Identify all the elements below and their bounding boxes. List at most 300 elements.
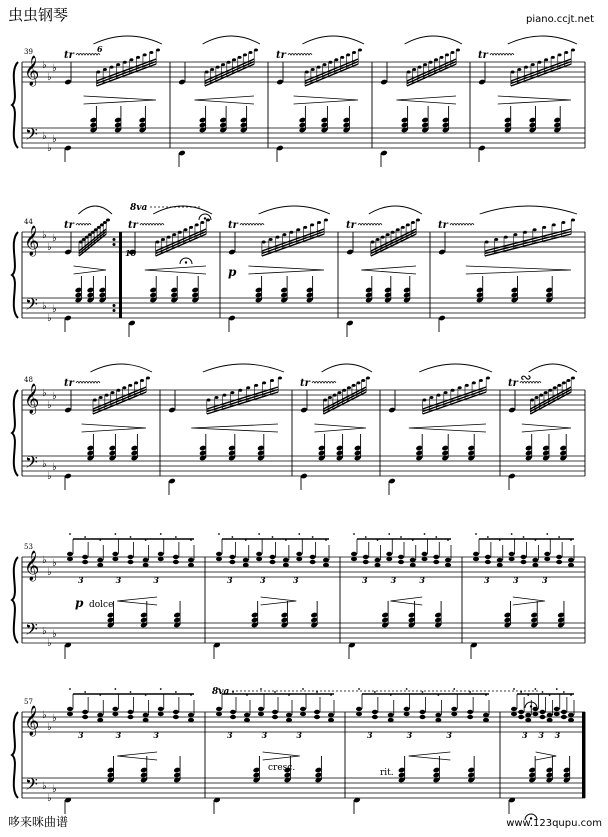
run-note <box>215 396 219 399</box>
run-note <box>317 66 321 69</box>
run-note <box>342 389 346 392</box>
staccato-dot <box>475 533 477 535</box>
decrescendo-hairpin <box>498 96 571 104</box>
triplet-number: 3 <box>115 575 122 585</box>
trill-mark: tr <box>64 50 74 61</box>
staccato-dot <box>298 533 300 535</box>
run-note <box>207 399 211 402</box>
run-note <box>347 386 351 389</box>
triplet-number: 3 <box>78 730 84 740</box>
beam <box>371 232 416 254</box>
run-note <box>172 233 176 236</box>
crescendo-hairpin <box>117 597 157 605</box>
flat-icon: ♭ <box>47 567 52 578</box>
note-head <box>328 713 334 717</box>
bass-clef-icon: 𝄢 <box>25 774 38 798</box>
note-head <box>128 555 134 559</box>
treble-clef-icon: 𝄞 <box>24 226 40 256</box>
staccato-dot <box>258 533 260 535</box>
trill-line <box>240 224 264 226</box>
decrescendo-hairpin <box>248 266 324 274</box>
note-head <box>525 718 531 722</box>
note-head <box>497 563 503 567</box>
note-head <box>568 713 574 717</box>
staccato-dot <box>175 691 177 693</box>
run-note <box>129 58 133 61</box>
note-head <box>112 707 118 711</box>
beam <box>305 62 358 84</box>
note-head <box>112 557 118 561</box>
run-note <box>412 68 416 71</box>
run-note <box>416 219 420 222</box>
markings <box>75 44 540 820</box>
flat-icon: ♭ <box>47 471 52 482</box>
flat-icon: ♭ <box>42 710 47 721</box>
flat-icon: ♭ <box>52 784 57 795</box>
beam <box>407 62 456 84</box>
repeat-dot <box>113 243 116 246</box>
trill-mark: tr <box>276 50 286 61</box>
run-note <box>200 221 204 224</box>
run-note <box>128 384 132 387</box>
run-note <box>557 384 561 387</box>
note-head <box>173 710 179 714</box>
note-head <box>568 558 574 562</box>
run-note <box>340 56 344 59</box>
run-note <box>361 379 365 382</box>
measure-number: 44 <box>24 218 33 226</box>
run-note <box>544 58 548 61</box>
slur <box>322 364 372 372</box>
run-note <box>323 399 327 402</box>
repeat-dot <box>113 304 116 307</box>
staccato-dot <box>365 536 367 538</box>
trill-mark: tr <box>64 378 74 389</box>
brace <box>12 557 18 643</box>
run-note <box>96 71 100 74</box>
decrescendo-hairpin <box>84 96 156 104</box>
trill-line <box>140 224 164 226</box>
trill-line <box>490 54 514 56</box>
note-head <box>556 555 562 559</box>
run-note <box>539 394 543 397</box>
flat-icon: ♭ <box>47 143 52 154</box>
slur <box>405 36 462 44</box>
note-head <box>398 555 404 559</box>
run-note <box>116 389 120 392</box>
staccato-dot <box>231 536 233 538</box>
run-note <box>305 71 309 74</box>
note-head <box>509 557 515 561</box>
note-head <box>521 555 527 559</box>
run-note <box>310 223 314 226</box>
flat-icon: ♭ <box>42 459 47 470</box>
run-note <box>479 379 483 382</box>
triplet-number: 3 <box>419 575 425 585</box>
site-url: piano.ccjt.net <box>526 14 594 25</box>
note-head <box>485 560 491 564</box>
run-note <box>537 61 541 64</box>
staccato-dot <box>435 536 437 538</box>
note-head <box>314 710 320 714</box>
crescendo-hairpin <box>117 752 157 760</box>
trill-line <box>288 54 312 56</box>
run-note <box>216 66 220 69</box>
run-note <box>513 233 517 236</box>
note-head <box>300 712 306 716</box>
run-note <box>456 49 460 52</box>
slur <box>93 36 162 44</box>
staccato-dot <box>114 688 116 690</box>
run-note <box>195 223 199 226</box>
note-head <box>67 707 73 711</box>
system-5 <box>12 688 585 814</box>
flat-icon: ♭ <box>52 304 57 315</box>
run-note <box>562 381 566 384</box>
trill-mark: tr <box>64 220 74 231</box>
run-note <box>451 51 455 54</box>
dolce-mark: dolce <box>89 600 114 610</box>
note-head <box>188 558 194 562</box>
note-head <box>188 563 194 567</box>
triplet-number: 3 <box>260 575 266 585</box>
note-head <box>422 552 428 556</box>
note-head <box>97 558 103 562</box>
note-head <box>270 555 276 559</box>
slur <box>203 36 260 44</box>
note-head <box>97 563 103 567</box>
note-head <box>328 718 334 722</box>
note-head <box>128 560 134 564</box>
slur <box>259 206 330 214</box>
run-note <box>246 386 250 389</box>
note-head <box>375 558 381 562</box>
note-head <box>300 707 306 711</box>
system-2 <box>12 206 585 337</box>
run-note <box>156 49 160 52</box>
run-note <box>437 394 441 397</box>
note-head <box>467 710 473 714</box>
slur <box>78 206 112 214</box>
beam <box>156 232 207 254</box>
flat-icon: ♭ <box>52 558 57 569</box>
note-head <box>158 712 164 716</box>
run-note <box>571 377 575 380</box>
note-head <box>518 710 524 714</box>
note-head <box>216 707 222 711</box>
note-head <box>451 707 457 711</box>
staccato-dot <box>218 533 220 535</box>
run-note <box>429 396 433 399</box>
cresc-mark: cresc. <box>268 763 296 773</box>
measure-number: 57 <box>24 698 33 706</box>
note-head <box>433 555 439 559</box>
beam <box>423 390 487 412</box>
note-head <box>97 713 103 717</box>
site-title: 虫虫钢琴 <box>8 6 69 24</box>
ottava-mark: 8va <box>212 687 230 697</box>
trill-mark: tr <box>128 220 138 231</box>
ottava-mark: 8va <box>130 203 148 213</box>
slur <box>529 364 577 372</box>
run-note <box>517 68 521 71</box>
run-note <box>282 233 286 236</box>
note-head <box>433 560 439 564</box>
note-head <box>143 563 149 567</box>
run-note <box>418 66 422 69</box>
run-note <box>511 71 515 74</box>
note-head <box>143 713 149 717</box>
staccato-dot <box>469 691 471 693</box>
note-head <box>97 718 103 722</box>
staccato-dot <box>232 691 234 693</box>
run-note <box>451 389 455 392</box>
note-head <box>272 715 278 719</box>
run-note <box>254 49 258 52</box>
run-note <box>146 377 150 380</box>
note-head <box>310 555 316 559</box>
note-head <box>256 557 262 561</box>
dynamic-piano: p <box>228 265 237 279</box>
note-head <box>518 715 524 719</box>
run-note <box>542 226 546 229</box>
run-note <box>571 219 575 222</box>
staccato-dot <box>69 533 71 535</box>
note-head <box>547 713 553 717</box>
bass-clef-icon: 𝄢 <box>25 294 38 318</box>
trill-line <box>312 382 336 384</box>
run-note <box>324 219 328 222</box>
note-head <box>388 713 394 717</box>
flat-icon: ♭ <box>52 629 57 640</box>
run-note <box>178 231 182 234</box>
note-head <box>256 552 262 556</box>
staccato-dot <box>175 536 177 538</box>
run-note <box>346 53 350 56</box>
note-head <box>532 558 538 562</box>
note-head <box>244 713 250 717</box>
note-head <box>158 707 164 711</box>
run-note <box>103 68 107 71</box>
note-head <box>561 715 567 719</box>
run-note <box>254 384 258 387</box>
run-note <box>407 71 411 74</box>
crescendo-hairpin <box>191 424 278 432</box>
note-head <box>404 712 410 716</box>
trill-mark: tr <box>438 220 448 231</box>
footer-url: www.123qupu.com <box>506 818 602 829</box>
run-note <box>111 391 115 394</box>
staccato-dot <box>84 536 86 538</box>
run-note <box>564 51 568 54</box>
note-head <box>112 552 118 556</box>
flat-icon: ♭ <box>47 638 52 649</box>
run-note <box>222 394 226 397</box>
run-note <box>334 58 338 61</box>
run-note <box>523 231 527 234</box>
run-note <box>465 384 469 387</box>
note-head <box>544 552 550 556</box>
triplet-number: 3 <box>367 730 373 740</box>
staccato-dot <box>316 691 318 693</box>
flat-icon: ♭ <box>47 793 52 804</box>
note-head <box>272 710 278 714</box>
run-note <box>411 221 415 224</box>
run-note <box>221 63 225 66</box>
run-note <box>184 228 188 231</box>
crescendo-hairpin <box>409 424 486 432</box>
note-head <box>258 712 264 716</box>
run-note <box>544 391 548 394</box>
note-head <box>483 718 489 722</box>
note-head <box>568 563 574 567</box>
run-note <box>558 53 562 56</box>
tuplet-number: 6 <box>97 44 103 54</box>
triplet-number: 3 <box>542 575 548 585</box>
slur <box>90 364 152 372</box>
run-note <box>122 386 126 389</box>
run-note <box>161 238 165 241</box>
note-head <box>143 718 149 722</box>
note-head <box>67 712 73 716</box>
run-note <box>269 238 273 241</box>
brace <box>12 232 18 318</box>
decrescendo-hairpin <box>261 597 297 605</box>
dynamic-piano: p <box>75 596 84 610</box>
note-head <box>467 715 473 719</box>
note-head <box>229 560 235 564</box>
note-head <box>173 715 179 719</box>
staccato-dot <box>358 688 360 690</box>
staccato-dot <box>406 688 408 690</box>
staccato-dot <box>546 533 548 535</box>
run-note <box>270 379 274 382</box>
trill-mark: tr <box>478 50 488 61</box>
crescendo-hairpin <box>396 96 456 104</box>
note-head <box>473 557 479 561</box>
triplet-number: 3 <box>293 575 299 585</box>
trill-mark: tr <box>228 220 238 231</box>
tuplet-number: 10 <box>125 248 137 258</box>
beam <box>511 62 571 84</box>
treble-clef-icon: 𝄞 <box>24 551 40 581</box>
note-head <box>143 558 149 562</box>
run-note <box>189 226 193 229</box>
trill-mark: tr <box>300 378 310 389</box>
note-head <box>568 718 574 722</box>
triplet-number: 3 <box>296 730 302 740</box>
triplet-number: 3 <box>554 730 561 740</box>
note-head <box>296 557 302 561</box>
staccato-dot <box>424 533 426 535</box>
note-head <box>82 555 88 559</box>
note-head <box>422 557 428 561</box>
note-head <box>216 712 222 716</box>
brace <box>12 712 18 798</box>
flat-icon: ♭ <box>52 462 57 473</box>
decrescendo-hairpin <box>294 96 358 104</box>
note-head <box>363 555 369 559</box>
crescendo-hairpin <box>361 266 416 274</box>
note-head <box>351 552 357 556</box>
run-note <box>243 53 247 56</box>
run-note <box>458 386 462 389</box>
staccato-dot <box>160 688 162 690</box>
note-head <box>363 560 369 564</box>
note-head <box>388 718 394 722</box>
run-note <box>376 238 380 241</box>
staccato-dot <box>487 536 489 538</box>
staccato-dot <box>523 536 525 538</box>
run-note <box>303 226 307 229</box>
note-head <box>540 710 546 714</box>
note-head <box>283 563 289 567</box>
note-head <box>521 560 527 564</box>
turn-ornament-icon: ∾ <box>520 370 532 386</box>
note-head <box>356 712 362 716</box>
run-note <box>548 389 552 392</box>
run-note <box>143 53 147 56</box>
note-head <box>230 710 236 714</box>
beam <box>485 232 571 254</box>
run-note <box>381 236 385 239</box>
triplet-number: 3 <box>446 730 452 740</box>
beam <box>323 390 366 412</box>
note-head <box>435 713 441 717</box>
note-head <box>410 563 416 567</box>
run-note <box>123 61 127 64</box>
run-note <box>238 56 242 59</box>
staccato-dot <box>353 533 355 535</box>
run-note <box>535 396 539 399</box>
run-note <box>366 377 370 380</box>
note-head <box>554 707 560 711</box>
run-note <box>136 56 140 59</box>
note-head <box>509 552 515 556</box>
run-note <box>358 49 362 52</box>
staccato-dot <box>511 533 513 535</box>
triplet-number: 3 <box>406 730 413 740</box>
staccato-dot <box>558 536 560 538</box>
bass-clef-icon: 𝄢 <box>25 124 38 148</box>
run-note <box>230 391 234 394</box>
run-note <box>238 389 242 392</box>
staccato-dot <box>312 536 314 538</box>
staccato-dot <box>513 688 515 690</box>
staccato-dot <box>272 536 274 538</box>
flat-icon: ♭ <box>42 781 47 792</box>
triplet-number: 3 <box>153 730 159 740</box>
note-head <box>351 557 357 561</box>
note-head <box>483 713 489 717</box>
note-head <box>445 563 451 567</box>
note-head <box>525 713 531 717</box>
repeat-barline <box>119 232 122 318</box>
triplet-number: 3 <box>261 730 268 740</box>
triplet-number: 3 <box>78 575 84 585</box>
note-head <box>544 557 550 561</box>
run-note <box>401 226 405 229</box>
staccato-dot <box>400 536 402 538</box>
run-note <box>472 381 476 384</box>
run-note <box>210 68 214 71</box>
decrescendo-hairpin <box>82 424 146 432</box>
score-systems <box>12 36 585 820</box>
crescendo-hairpin <box>390 597 422 605</box>
note-head <box>229 555 235 559</box>
treble-clef-icon: 𝄞 <box>24 706 40 736</box>
note-head <box>323 558 329 562</box>
